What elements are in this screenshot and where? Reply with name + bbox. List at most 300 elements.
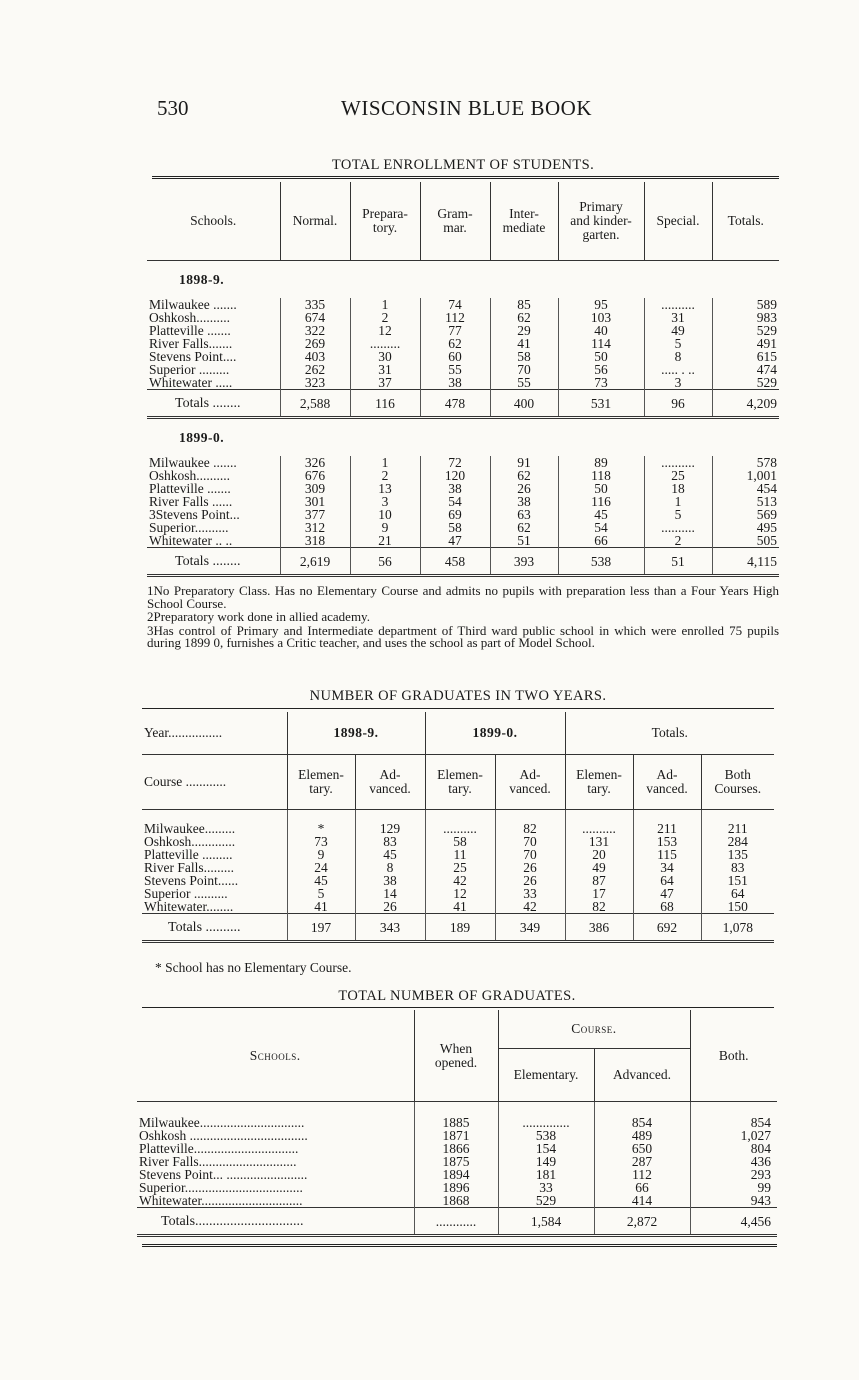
table-cell: 5 xyxy=(644,337,712,350)
graduates-table xyxy=(142,712,774,943)
table-cell: 377 xyxy=(280,508,350,521)
year-label: 1898-9. xyxy=(179,272,225,287)
totals-cell: 2,872 xyxy=(594,1208,690,1236)
table-cell: 49 xyxy=(565,861,633,874)
total-graduates-top-rule xyxy=(142,1007,774,1008)
table-cell: 1 xyxy=(350,298,420,311)
table-cell: 589 xyxy=(712,298,779,311)
table-cell: 58 xyxy=(420,521,490,534)
table-cell: 538 xyxy=(498,1129,594,1142)
course-header: Course. xyxy=(498,1010,690,1049)
table-cell: 115 xyxy=(633,848,701,861)
school-name: Milwaukee ....... xyxy=(149,297,237,312)
table-cell: 149 xyxy=(498,1155,594,1168)
totals-cell: 458 xyxy=(420,548,490,576)
graduates-footnote: * School has no Elementary Course. xyxy=(155,960,352,975)
table-cell: 650 xyxy=(594,1142,690,1155)
table-cell: 309 xyxy=(280,482,350,495)
table-cell: 181 xyxy=(498,1168,594,1181)
table-cell: 58 xyxy=(490,350,558,363)
table-cell: 26 xyxy=(355,900,425,914)
table-cell: 131 xyxy=(565,835,633,848)
table-cell: 62 xyxy=(420,337,490,350)
table-cell: 41 xyxy=(425,900,495,914)
table-cell: 150 xyxy=(701,900,774,914)
table-cell: 529 xyxy=(712,324,779,337)
table-cell: 40 xyxy=(558,324,644,337)
school-name: Superior ......... xyxy=(149,362,230,377)
enrollment-top-rule xyxy=(152,176,779,179)
school-name: Milwaukee......... xyxy=(144,821,236,836)
totals-cell: 116 xyxy=(350,390,420,418)
table-cell: 1866 xyxy=(414,1142,498,1155)
totals-label: Totals ........ xyxy=(147,390,280,418)
school-name: Stevens Point...... xyxy=(144,873,239,888)
table-cell: 943 xyxy=(690,1194,777,1208)
course-subheader: Both Courses. xyxy=(701,755,774,810)
totals-cell: 386 xyxy=(565,914,633,942)
table-cell: 1894 xyxy=(414,1168,498,1181)
course-subheader: Elemen- tary. xyxy=(565,755,633,810)
year-row xyxy=(147,261,779,299)
table-cell: 24 xyxy=(287,861,355,874)
table-cell: 66 xyxy=(558,534,644,548)
table-cell: .......... xyxy=(644,298,712,311)
table-cell: 335 xyxy=(280,298,350,311)
table-cell: 153 xyxy=(633,835,701,848)
enrollment-table xyxy=(147,182,779,577)
enrollment-col-header: Gram- mar. xyxy=(420,182,490,261)
school-name: Platteville ......... xyxy=(144,847,233,862)
year-label: Year................ xyxy=(142,712,287,755)
course-subheader: Ad- vanced. xyxy=(495,755,565,810)
totals-row xyxy=(142,914,774,942)
table-cell: 1,027 xyxy=(690,1129,777,1142)
total-graduates-table xyxy=(137,1010,777,1237)
table-cell: 12 xyxy=(425,887,495,900)
course-subheader: Elemen- tary. xyxy=(287,755,355,810)
table-cell: 41 xyxy=(287,900,355,914)
table-cell: 42 xyxy=(495,900,565,914)
totals-row xyxy=(137,1208,777,1236)
footnote: 1No Preparatory Class. Has no Elementary Course and admits no pupils with preparation less than a Four Years High School Course. xyxy=(147,583,779,611)
table-cell: ......... xyxy=(350,337,420,350)
totals-label: Totals ........ xyxy=(147,548,280,576)
school-name: Milwaukee............................... xyxy=(139,1115,305,1130)
total-graduates-caption: TOTAL NUMBER OF GRADUATES. xyxy=(338,988,576,1004)
table-row xyxy=(147,337,779,350)
enrollment-col-header: Inter- mediate xyxy=(490,182,558,261)
table-cell: 1875 xyxy=(414,1155,498,1168)
totals-cell: 538 xyxy=(558,548,644,576)
table-cell: 5 xyxy=(287,887,355,900)
bottom-rule xyxy=(142,1244,777,1247)
table-cell: 31 xyxy=(350,363,420,376)
totals-cell: 4,456 xyxy=(690,1208,777,1236)
school-name: Whitewater.............................. xyxy=(139,1193,303,1208)
table-cell: 60 xyxy=(420,350,490,363)
table-row xyxy=(147,363,779,376)
table-cell: 983 xyxy=(712,311,779,324)
table-cell: 3 xyxy=(644,376,712,390)
table-cell: 674 xyxy=(280,311,350,324)
table-cell: 38 xyxy=(420,482,490,495)
table-row xyxy=(147,376,779,390)
table-cell: 50 xyxy=(558,350,644,363)
school-name: Superior.......... xyxy=(149,520,229,535)
table-cell: 47 xyxy=(633,887,701,900)
table-cell: 95 xyxy=(558,298,644,311)
table-cell: 1885 xyxy=(414,1116,498,1129)
table-cell: 51 xyxy=(490,534,558,548)
enrollment-header-row xyxy=(147,182,779,261)
table-cell: 2 xyxy=(644,534,712,548)
year-group-header: 1899-0. xyxy=(425,712,565,755)
table-cell: 326 xyxy=(280,456,350,469)
table-cell: 5 xyxy=(644,508,712,521)
table-cell: 9 xyxy=(287,848,355,861)
table-cell: 63 xyxy=(490,508,558,521)
totals-cell: 96 xyxy=(644,390,712,418)
totals-cell: 197 xyxy=(287,914,355,942)
advanced-header: Advanced. xyxy=(594,1049,690,1102)
table-cell: 8 xyxy=(644,350,712,363)
table-cell: 41 xyxy=(490,337,558,350)
school-name: Superior................................... xyxy=(139,1180,303,1195)
table-cell: 82 xyxy=(495,822,565,835)
school-name: Milwaukee ....... xyxy=(149,455,237,470)
table-cell: 83 xyxy=(701,861,774,874)
totals-cell: 393 xyxy=(490,548,558,576)
spacer-cell xyxy=(137,1102,414,1117)
school-name: River Falls....... xyxy=(149,336,233,351)
table-cell: 312 xyxy=(280,521,350,534)
table-cell: 33 xyxy=(495,887,565,900)
table-cell: 64 xyxy=(701,887,774,900)
table-cell: 474 xyxy=(712,363,779,376)
table-cell: 42 xyxy=(425,874,495,887)
table-cell: .......... xyxy=(644,521,712,534)
table-cell: 25 xyxy=(644,469,712,482)
totals-cell: 349 xyxy=(495,914,565,942)
table-cell: 26 xyxy=(495,861,565,874)
course-label: Course ............ xyxy=(142,755,287,810)
table-cell: 1,001 xyxy=(712,469,779,482)
table-cell: 89 xyxy=(558,456,644,469)
table-cell: 69 xyxy=(420,508,490,521)
totals-row xyxy=(147,390,779,418)
table-cell: 114 xyxy=(558,337,644,350)
graduates-subheader-row xyxy=(142,755,774,810)
table-cell: 1 xyxy=(350,456,420,469)
table-cell: 569 xyxy=(712,508,779,521)
table-cell: 62 xyxy=(490,521,558,534)
footnote: 3Has control of Primary and Intermediate department of Third ward public school in which were enrolled 75 pupils during 1899 0, furnishes a Critic teacher, and uses the school as part of Model School. xyxy=(147,622,779,650)
table-cell: ..... . .. xyxy=(644,363,712,376)
table-cell: 491 xyxy=(712,337,779,350)
table-cell: 211 xyxy=(701,822,774,835)
table-cell: 154 xyxy=(498,1142,594,1155)
year-group-header: 1898-9. xyxy=(287,712,425,755)
enrollment-col-header: Special. xyxy=(644,182,712,261)
table-cell: 87 xyxy=(565,874,633,887)
table-cell: 77 xyxy=(420,324,490,337)
table-cell: 3 xyxy=(350,495,420,508)
table-cell: 49 xyxy=(644,324,712,337)
table-cell: 25 xyxy=(425,861,495,874)
table-cell: 91 xyxy=(490,456,558,469)
table-cell: 45 xyxy=(558,508,644,521)
table-cell: 38 xyxy=(355,874,425,887)
table-cell: 513 xyxy=(712,495,779,508)
enrollment-col-header: Primary and kinder- garten. xyxy=(558,182,644,261)
when-opened-header: When opened. xyxy=(414,1010,498,1102)
table-cell: 33 xyxy=(498,1181,594,1194)
table-cell: .......... xyxy=(425,822,495,835)
table-cell: 676 xyxy=(280,469,350,482)
totals-cell: 400 xyxy=(490,390,558,418)
table-cell: .......... xyxy=(644,456,712,469)
school-name: Whitewater .. .. xyxy=(149,533,233,548)
school-name: Platteville ....... xyxy=(149,323,231,338)
school-name: Oshkosh............. xyxy=(144,834,236,849)
totals-cell: 1,584 xyxy=(498,1208,594,1236)
table-row xyxy=(142,900,774,914)
table-cell: 17 xyxy=(565,887,633,900)
school-name: Platteville............................... xyxy=(139,1141,299,1156)
table-cell: 151 xyxy=(701,874,774,887)
table-cell: 854 xyxy=(594,1116,690,1129)
table-cell: 74 xyxy=(420,298,490,311)
table-cell: 62 xyxy=(490,469,558,482)
table-row xyxy=(147,324,779,337)
graduates-caption: NUMBER OF GRADUATES IN TWO YEARS. xyxy=(309,688,607,704)
enrollment-col-header: Normal. xyxy=(280,182,350,261)
school-name: Platteville ....... xyxy=(149,481,231,496)
enrollment-col-header: Totals. xyxy=(712,182,779,261)
table-cell: 112 xyxy=(420,311,490,324)
table-cell: 34 xyxy=(633,861,701,874)
table-cell: .......... xyxy=(565,822,633,835)
year-group-header: Totals. xyxy=(565,712,774,755)
school-name: River Falls ...... xyxy=(149,494,233,509)
elementary-header: Elementary. xyxy=(498,1049,594,1102)
table-cell: 615 xyxy=(712,350,779,363)
table-cell: 66 xyxy=(594,1181,690,1194)
table-row xyxy=(147,482,779,495)
totals-cell: 189 xyxy=(425,914,495,942)
graduates-group-row xyxy=(142,712,774,755)
table-row xyxy=(147,534,779,548)
table-row xyxy=(147,495,779,508)
table-cell: 70 xyxy=(495,848,565,861)
table-cell: 1871 xyxy=(414,1129,498,1142)
totals-row xyxy=(147,548,779,576)
table-cell: 11 xyxy=(425,848,495,861)
table-cell: 37 xyxy=(350,376,420,390)
school-name: Oshkosh.......... xyxy=(149,310,231,325)
table-cell: 804 xyxy=(690,1142,777,1155)
table-cell: 83 xyxy=(355,835,425,848)
table-cell: 578 xyxy=(712,456,779,469)
course-subheader: Ad- vanced. xyxy=(355,755,425,810)
table-cell: 12 xyxy=(350,324,420,337)
school-name: 3Stevens Point... xyxy=(149,507,240,522)
table-cell: 54 xyxy=(420,495,490,508)
totals-cell: 2,588 xyxy=(280,390,350,418)
spacer-cell xyxy=(690,1102,777,1117)
table-cell: 9 xyxy=(350,521,420,534)
enrollment-col-header: Schools. xyxy=(147,182,280,261)
table-cell: 8 xyxy=(355,861,425,874)
table-cell: 269 xyxy=(280,337,350,350)
table-cell: 62 xyxy=(490,311,558,324)
table-cell: 10 xyxy=(350,508,420,521)
totals-cell: 343 xyxy=(355,914,425,942)
table-cell: 56 xyxy=(558,363,644,376)
course-subheader: Elemen- tary. xyxy=(425,755,495,810)
table-cell: 45 xyxy=(287,874,355,887)
schools-header: Schools. xyxy=(137,1010,414,1102)
table-cell: 284 xyxy=(701,835,774,848)
enrollment-caption: TOTAL ENROLLMENT OF STUDENTS. xyxy=(331,157,595,173)
school-name: Whitewater ..... xyxy=(149,375,233,390)
table-cell: 120 xyxy=(420,469,490,482)
table-cell: 118 xyxy=(558,469,644,482)
table-cell: 495 xyxy=(712,521,779,534)
table-cell: 55 xyxy=(420,363,490,376)
table-row xyxy=(137,1194,777,1208)
table-cell: 529 xyxy=(498,1194,594,1208)
totals-cell: 56 xyxy=(350,548,420,576)
enrollment-col-header: Prepara- tory. xyxy=(350,182,420,261)
totals-cell: 692 xyxy=(633,914,701,942)
table-cell: 129 xyxy=(355,822,425,835)
totals-cell: 531 xyxy=(558,390,644,418)
totals-cell: 4,115 xyxy=(712,548,779,576)
table-cell: 293 xyxy=(690,1168,777,1181)
totals-cell: 2,619 xyxy=(280,548,350,576)
table-cell: 82 xyxy=(565,900,633,914)
spacer-cell xyxy=(498,1102,594,1117)
totals-cell: 4,209 xyxy=(712,390,779,418)
school-name: Stevens Point.... xyxy=(149,349,237,364)
table-cell: 454 xyxy=(712,482,779,495)
school-name: Whitewater........ xyxy=(144,899,234,914)
table-cell: 18 xyxy=(644,482,712,495)
table-cell: 73 xyxy=(558,376,644,390)
course-subheader: Ad- vanced. xyxy=(633,755,701,810)
table-cell: 64 xyxy=(633,874,701,887)
table-cell: 55 xyxy=(490,376,558,390)
table-cell: 103 xyxy=(558,311,644,324)
footnote: 2Preparatory work done in allied academy. xyxy=(147,609,370,624)
table-cell: 2 xyxy=(350,469,420,482)
table-cell: 50 xyxy=(558,482,644,495)
spacer-cell xyxy=(414,1102,498,1117)
table-cell: 287 xyxy=(594,1155,690,1168)
table-cell: 70 xyxy=(495,835,565,848)
table-cell: 26 xyxy=(495,874,565,887)
table-cell: 505 xyxy=(712,534,779,548)
both-header: Both. xyxy=(690,1010,777,1102)
table-cell: 21 xyxy=(350,534,420,548)
table-cell: 38 xyxy=(490,495,558,508)
table-cell: 322 xyxy=(280,324,350,337)
totals-cell: ............ xyxy=(414,1208,498,1236)
school-name: Oshkosh.......... xyxy=(149,468,231,483)
table-cell: 20 xyxy=(565,848,633,861)
table-cell: 30 xyxy=(350,350,420,363)
table-cell: 1896 xyxy=(414,1181,498,1194)
spacer-cell xyxy=(594,1102,690,1117)
school-name: River Falls......... xyxy=(144,860,234,875)
table-cell: 323 xyxy=(280,376,350,390)
table-cell: 414 xyxy=(594,1194,690,1208)
table-cell: 436 xyxy=(690,1155,777,1168)
table-cell: 262 xyxy=(280,363,350,376)
table-cell: 301 xyxy=(280,495,350,508)
table-cell: 29 xyxy=(490,324,558,337)
enrollment-notes xyxy=(147,585,779,651)
table-cell: 68 xyxy=(633,900,701,914)
table-cell: 31 xyxy=(644,311,712,324)
table-cell: 403 xyxy=(280,350,350,363)
table-cell: 854 xyxy=(690,1116,777,1129)
table-cell: 1 xyxy=(644,495,712,508)
table-cell: 26 xyxy=(490,482,558,495)
table-cell: 73 xyxy=(287,835,355,848)
table-cell: 1868 xyxy=(414,1194,498,1208)
table-cell: 116 xyxy=(558,495,644,508)
table-cell: 318 xyxy=(280,534,350,548)
table-cell: .............. xyxy=(498,1116,594,1129)
table-cell: 14 xyxy=(355,887,425,900)
totals-label: Totals .......... xyxy=(142,914,287,942)
totals-cell: 478 xyxy=(420,390,490,418)
school-name: River Falls............................. xyxy=(139,1154,297,1169)
table-cell: 38 xyxy=(420,376,490,390)
table-cell: 45 xyxy=(355,848,425,861)
table-cell: 211 xyxy=(633,822,701,835)
totals-label: Totals............................... xyxy=(137,1208,414,1236)
school-name: Superior .......... xyxy=(144,886,228,901)
table-cell: 529 xyxy=(712,376,779,390)
table-cell: 13 xyxy=(350,482,420,495)
school-name: Stevens Point... ........................ xyxy=(139,1167,308,1182)
table-cell: 72 xyxy=(420,456,490,469)
running-title: WISCONSIN BLUE BOOK xyxy=(341,96,592,120)
table-cell: 135 xyxy=(701,848,774,861)
table-cell: 112 xyxy=(594,1168,690,1181)
table-cell: 54 xyxy=(558,521,644,534)
table-cell: 99 xyxy=(690,1181,777,1194)
page-number: 530 xyxy=(157,96,189,120)
year-row xyxy=(147,418,779,457)
table-cell: 85 xyxy=(490,298,558,311)
year-label: 1899-0. xyxy=(179,430,225,445)
table-row xyxy=(147,521,779,534)
totals-cell: 1,078 xyxy=(701,914,774,942)
spacer-row xyxy=(137,1102,777,1117)
table-cell: 47 xyxy=(420,534,490,548)
graduates-top-rule xyxy=(142,708,774,709)
school-name: Oshkosh ................................... xyxy=(139,1128,308,1143)
table-cell: 70 xyxy=(490,363,558,376)
table-cell: * xyxy=(287,822,355,835)
table-cell: 2 xyxy=(350,311,420,324)
table-cell: 489 xyxy=(594,1129,690,1142)
